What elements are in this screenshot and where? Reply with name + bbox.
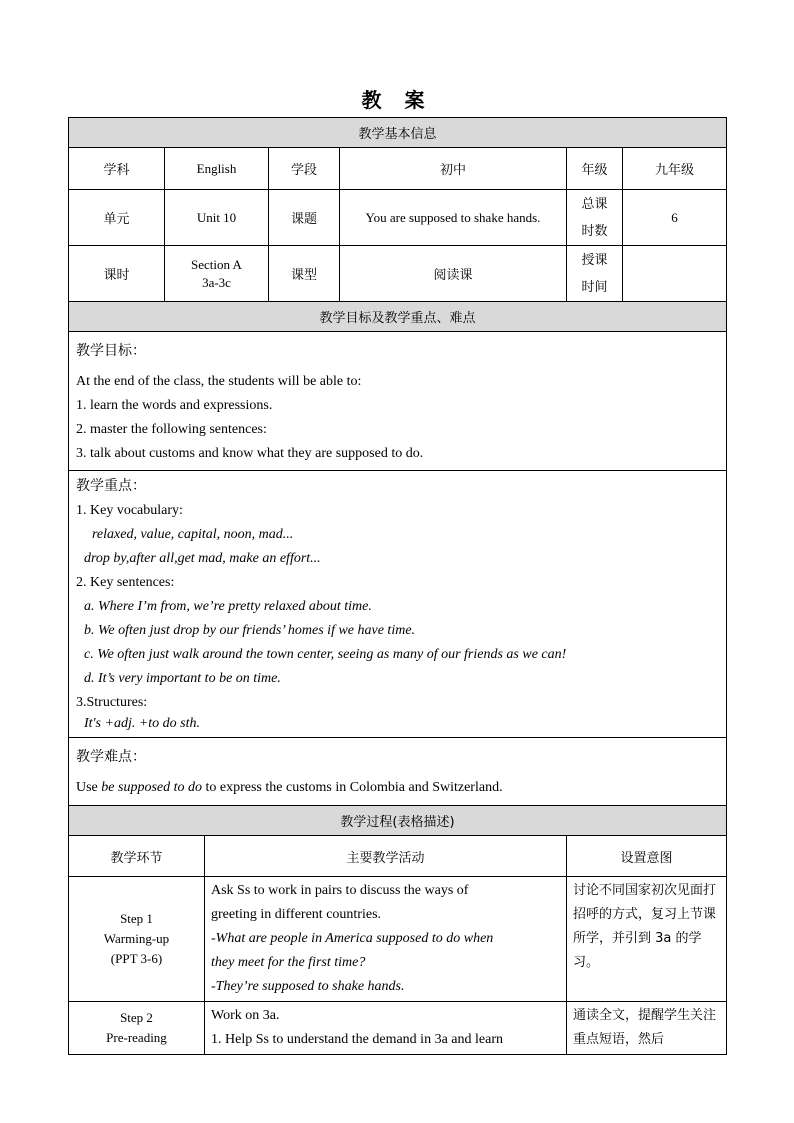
- step1-activity-line: they meet for the first time?: [211, 955, 366, 970]
- step2-name-line: Pre-reading: [106, 1030, 167, 1045]
- step1-activity-line: -They’re supposed to shake hands.: [211, 979, 405, 994]
- key-vocab-line: drop by,after all,get mad, make an effort...: [84, 551, 321, 566]
- step1-name: [69, 877, 205, 1002]
- teaching-difficulties: [69, 738, 727, 806]
- stage-value: 初中: [340, 148, 567, 190]
- difficulty-line: [76, 776, 719, 800]
- step1-name-line: (PPT 3-6): [110, 951, 163, 966]
- step1-name-line: Warming-up: [103, 931, 170, 946]
- step1-activity-line: -What are people in America supposed to do when: [211, 931, 494, 946]
- structure-line: It's +adj. +to do sth.: [84, 716, 201, 731]
- step1-activity-line: greeting in different countries.: [211, 907, 382, 922]
- key-vocab-heading: 1. Key vocabulary:: [76, 503, 183, 518]
- stage-label: 学段: [269, 148, 340, 190]
- step2-activity-line: 1. Help Ss to understand the demand in 3a and learn: [211, 1032, 503, 1047]
- basic-info-header: 教学基本信息: [69, 118, 727, 148]
- period-label: 课时: [69, 246, 165, 302]
- key-vocab-line: relaxed, value, capital, noon, mad...: [92, 527, 294, 542]
- period-value-line1: Section A: [191, 256, 242, 272]
- objectives-header: 教学目标及教学重点、难点: [69, 302, 727, 332]
- grade-value: 九年级: [623, 148, 727, 190]
- step2-activities: [205, 1002, 567, 1055]
- teach-time-label-line1: 授课: [581, 252, 608, 268]
- topic-value: You are supposed to shake hands.: [340, 190, 567, 246]
- type-value: 阅读课: [340, 246, 567, 302]
- grade-label: 年级: [567, 148, 623, 190]
- document-title: 教 案: [361, 88, 433, 112]
- unit-value: Unit 10: [165, 190, 269, 246]
- process-col-activity: 主要教学活动: [205, 836, 567, 877]
- type-label: 课型: [269, 246, 340, 302]
- unit-label: 单元: [69, 190, 165, 246]
- teach-time-value: [623, 246, 727, 302]
- step1-activity-line: Ask Ss to work in pairs to discuss the ways of: [211, 883, 469, 898]
- step2-intent: 通读全文，提醒学生关注重点短语，然后: [567, 1002, 727, 1055]
- step2-name-line: Step 2: [120, 1010, 153, 1025]
- step1-intent: 讨论不同国家初次见面打招呼的方式，复习上节课所学，并引到 3a 的学习。: [567, 877, 727, 1002]
- goals-title: 教学目标：: [76, 343, 146, 359]
- period-value: [165, 246, 269, 302]
- key-sentence: b. We often just drop by our friends’ homes if we have time.: [84, 623, 416, 638]
- difficulty-pre: Use: [76, 780, 102, 795]
- teaching-goals: [69, 332, 727, 471]
- goal-line: 2. master the following sentences:: [76, 422, 267, 437]
- key-sentence: c. We often just walk around the town center, seeing as many of our friends as we can!: [84, 647, 567, 662]
- process-header: 教学过程(表格描述): [69, 806, 727, 836]
- key-sentence: a. Where I’m from, we’re pretty relaxed about time.: [84, 599, 372, 614]
- difficulties-title: 教学难点：: [76, 749, 146, 765]
- process-col-step: 教学环节: [69, 836, 205, 877]
- teach-time-label-line2: 时间: [581, 279, 608, 295]
- goal-line: At the end of the class, the students will be able to:: [76, 374, 362, 389]
- step2-name: [69, 1002, 205, 1055]
- goal-line: 3. talk about customs and know what they are supposed to do.: [76, 446, 424, 461]
- structures-heading: 3.Structures:: [76, 695, 148, 710]
- key-sentence: d. It’s very important to be on time.: [84, 671, 281, 686]
- key-sentences-heading: 2. Key sentences:: [76, 575, 175, 590]
- lesson-plan-table: [68, 117, 727, 1055]
- period-value-line2: 3a-3c: [202, 274, 231, 290]
- subject-value: English: [165, 148, 269, 190]
- step2-activity-line: Work on 3a.: [211, 1008, 280, 1023]
- teaching-key-points: [69, 471, 727, 738]
- difficulty-italic: be supposed to do: [101, 780, 202, 795]
- total-hours-label-line2: 时数: [581, 223, 608, 239]
- total-hours-value: 6: [623, 190, 727, 246]
- step1-activities: [205, 877, 567, 1002]
- difficulty-post: to express the customs in Colombia and Switzerland.: [202, 780, 503, 795]
- key-points-title: 教学重点：: [76, 478, 146, 494]
- total-hours-label-line1: 总课: [581, 196, 608, 212]
- goal-line: 1. learn the words and expressions.: [76, 398, 273, 413]
- process-col-intent: 设置意图: [567, 836, 727, 877]
- teach-time-label: [567, 246, 623, 302]
- topic-label: 课题: [269, 190, 340, 246]
- step1-name-line: Step 1: [120, 911, 153, 926]
- total-hours-label: [567, 190, 623, 246]
- subject-label: 学科: [69, 148, 165, 190]
